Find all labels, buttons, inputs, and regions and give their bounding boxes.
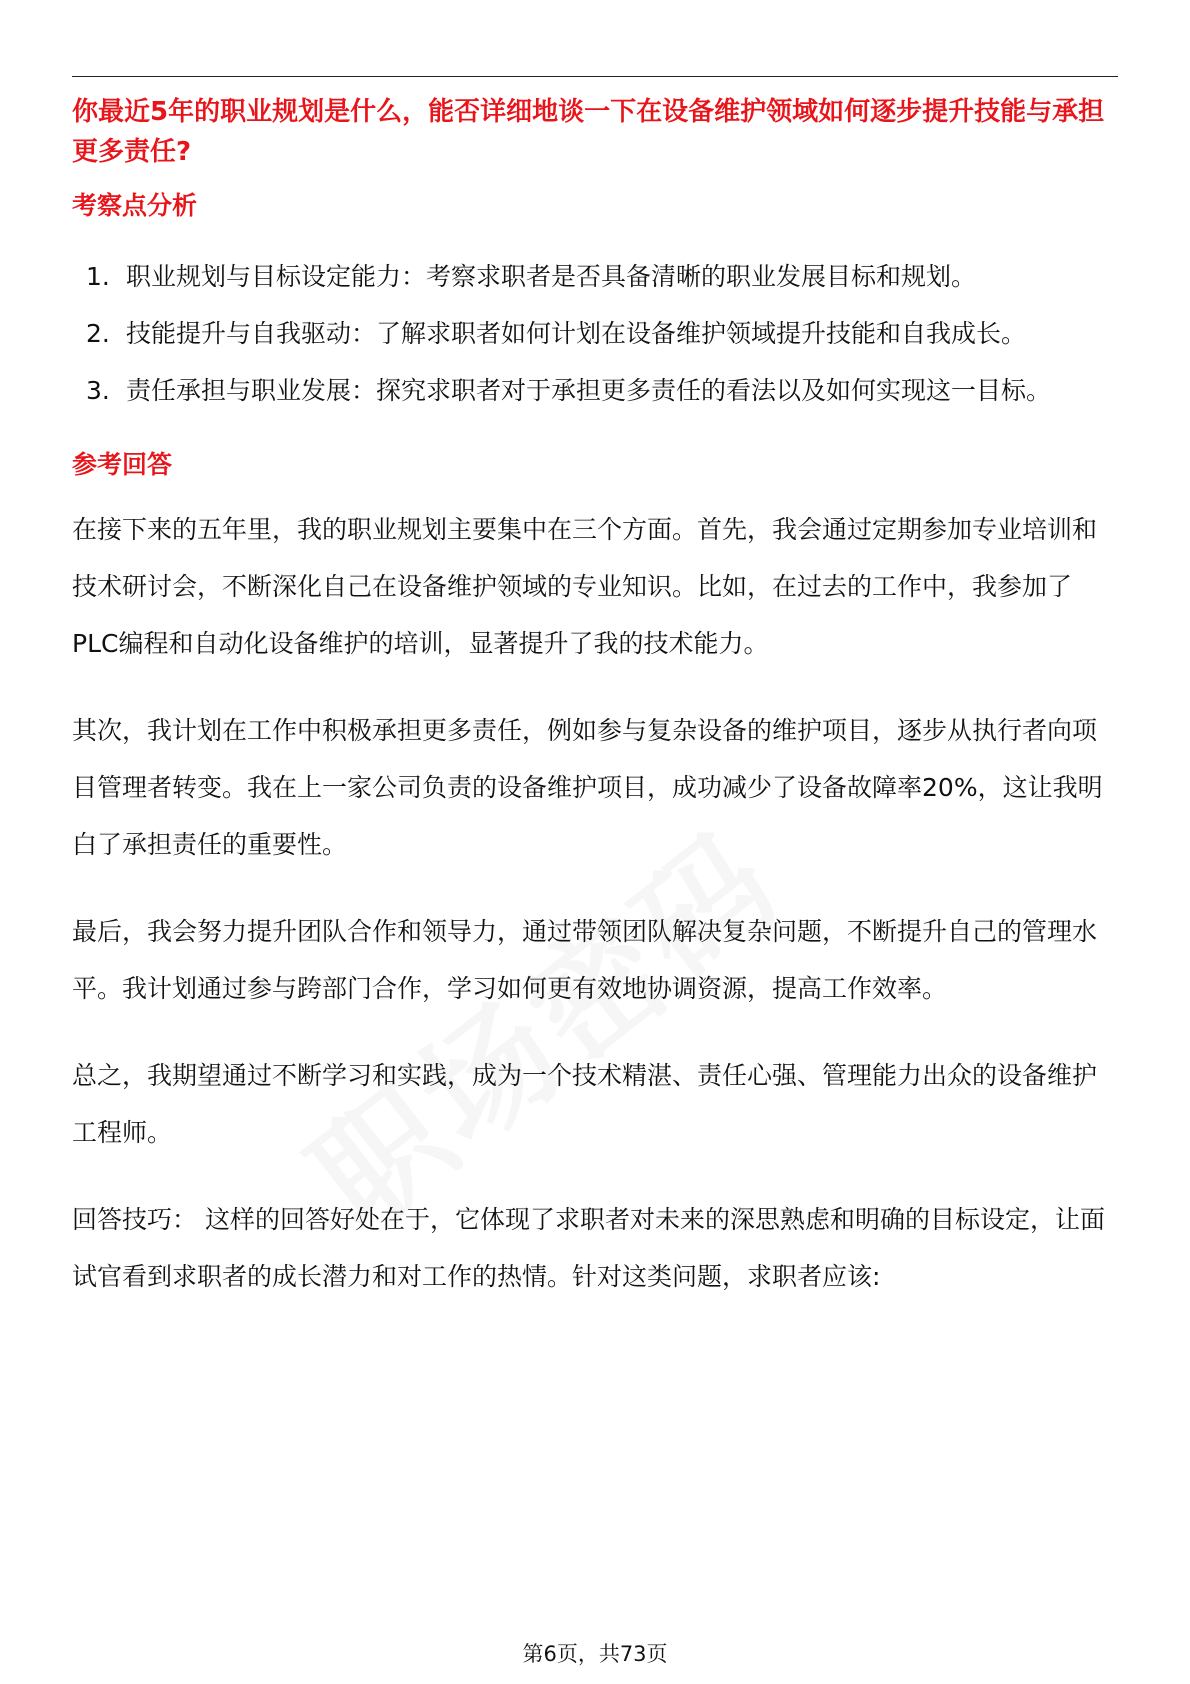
answer-heading: 参考回答 <box>72 450 173 479</box>
list-item-number: 1. <box>86 262 110 291</box>
answer-paragraph: 总之，我期望通过不断学习和实践，成为一个技术精湛、责任心强、管理能力出众的设备维护工程师。 <box>72 1061 1098 1147</box>
top-divider <box>72 76 1118 77</box>
list-item-text: 责任承担与职业发展：探究求职者对于承担更多责任的看法以及如何实现这一目标。 <box>126 376 1052 405</box>
page-number-footer: 第6页，共73页 <box>522 1642 668 1666</box>
list-item <box>72 305 1118 362</box>
list-item-number: 2. <box>86 319 110 348</box>
answer-paragraph: 其次，我计划在工作中积极承担更多责任，例如参与复杂设备的维护项目，逐步从执行者向项目管理者转变。我在上一家公司负责的设备维护项目，成功减少了设备故障率20%，这让我明白了承担责任的重要性。 <box>72 716 1103 859</box>
analysis-points-list <box>72 248 1118 419</box>
analysis-heading: 考察点分析 <box>72 191 198 220</box>
question-title: 你最近5年的职业规划是什么，能否详细地谈一下在设备维护领域如何逐步提升技能与承担更多责任? <box>72 97 1105 167</box>
list-item-text: 职业规划与目标设定能力：考察求职者是否具备清晰的职业发展目标和规划。 <box>126 262 977 291</box>
list-item-text: 技能提升与自我驱动：了解求职者如何计划在设备维护领域提升技能和自我成长。 <box>126 319 1027 348</box>
answer-paragraph: 最后，我会努力提升团队合作和领导力，通过带领团队解决复杂问题，不断提升自己的管理水平。我计划通过参与跨部门合作，学习如何更有效地协调资源，提高工作效率。 <box>72 917 1098 1003</box>
answer-tips-paragraph: 回答技巧： 这样的回答好处在于，它体现了求职者对未来的深思熟虑和明确的目标设定，让面试官看到求职者的成长潜力和对工作的热情。针对这类问题，求职者应该: <box>72 1205 1105 1291</box>
list-item-number: 3. <box>86 376 110 405</box>
list-item <box>72 362 1118 419</box>
answer-paragraph: 在接下来的五年里，我的职业规划主要集中在三个方面。首先，我会通过定期参加专业培训和技术研讨会，不断深化自己在设备维护领域的专业知识。比如，在过去的工作中，我参加了PLC编程和自动化设备维护的培训，显著提升了我的技术能力。 <box>72 515 1098 658</box>
list-item <box>72 248 1118 305</box>
page-content <box>72 92 1118 1305</box>
